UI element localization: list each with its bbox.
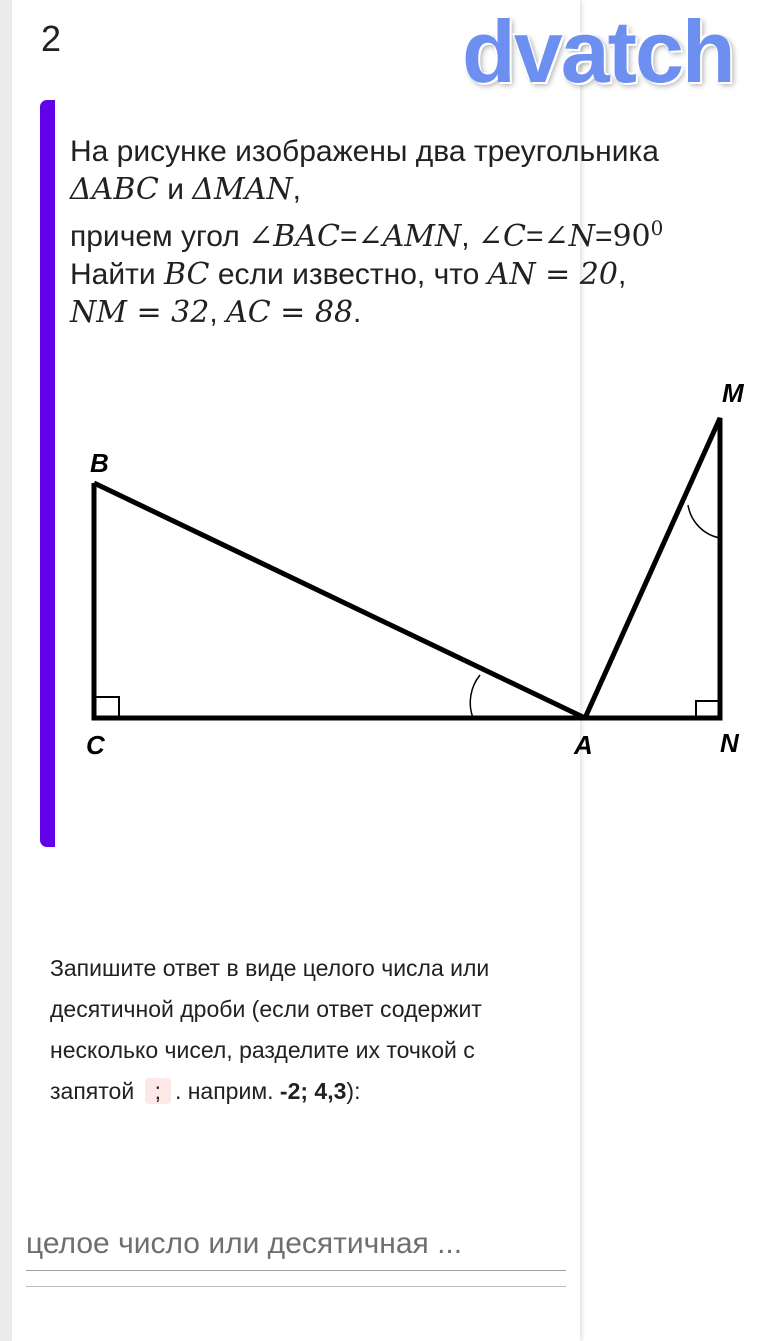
right-angle-mark-n	[696, 701, 720, 718]
triangle-abc: ΔABC	[70, 172, 159, 207]
watermark-logo: dvatch	[462, 2, 734, 101]
answer-input[interactable]	[26, 1218, 566, 1271]
angle-n: ∠N	[543, 219, 595, 254]
question-number: 2	[41, 18, 62, 59]
problem-line-3	[70, 209, 770, 256]
right-angle-mark-c	[94, 697, 119, 718]
angle-bac: ∠BAC	[248, 219, 340, 254]
problem-line-1: На рисунке изображены два треугольника	[70, 135, 659, 168]
punct: ,	[209, 296, 227, 329]
problem-statement	[70, 133, 770, 332]
triangle-man-shape	[585, 418, 720, 718]
label-m: M	[722, 378, 744, 408]
label-b: B	[90, 448, 109, 478]
label-n: N	[720, 728, 739, 758]
instructions-end: ):	[346, 1078, 361, 1104]
answer-instructions	[50, 948, 550, 1112]
find-prefix: Найти	[70, 258, 164, 291]
instructions-example-intro: . наприм.	[174, 1078, 280, 1104]
conjunction: и	[158, 173, 193, 206]
condition-ac: AC = 88	[226, 295, 354, 330]
angle-amn: ∠AMN	[357, 219, 462, 254]
punct: ,	[292, 173, 301, 206]
instructions-text: Запишите ответ в виде целого числа или десятичной дроби (если ответ содержит несколько чисел, разделите их точкой с запятой	[50, 955, 490, 1104]
eq-sign: =	[594, 220, 613, 253]
eq-sign: =	[526, 220, 544, 253]
instructions-example: -2; 4,3	[279, 1078, 347, 1104]
angle-c: ∠C	[477, 219, 527, 254]
condition-an: AN = 20	[487, 257, 618, 292]
separator-chip: ;	[145, 1078, 171, 1104]
input-underline	[26, 1286, 566, 1287]
target-bc: BC	[163, 257, 210, 292]
angle-arc-amn	[688, 505, 720, 538]
triangles-diagram	[80, 370, 770, 770]
angle-arc-bac	[470, 675, 480, 718]
punct: ,	[617, 258, 627, 291]
triangle-abc-shape	[94, 483, 585, 718]
label-a: A	[574, 730, 593, 760]
condition-nm: NM = 32	[70, 295, 210, 330]
triangle-man: ΔMAN	[192, 172, 293, 207]
geometry-figure	[80, 370, 770, 770]
problem-line-4	[70, 256, 770, 294]
question-accent-bar	[40, 100, 55, 847]
problem-line-5	[70, 294, 770, 332]
punct: .	[353, 296, 362, 329]
problem-line-2	[70, 171, 770, 209]
label-c: C	[86, 730, 105, 760]
eq-sign: =	[339, 220, 358, 253]
condition-intro: если известно, что	[209, 258, 488, 291]
punct: ,	[461, 220, 478, 253]
degree-superscript: 0	[650, 216, 664, 240]
degree-value: 90	[612, 219, 651, 254]
angle-prefix: причем угол	[70, 220, 249, 253]
